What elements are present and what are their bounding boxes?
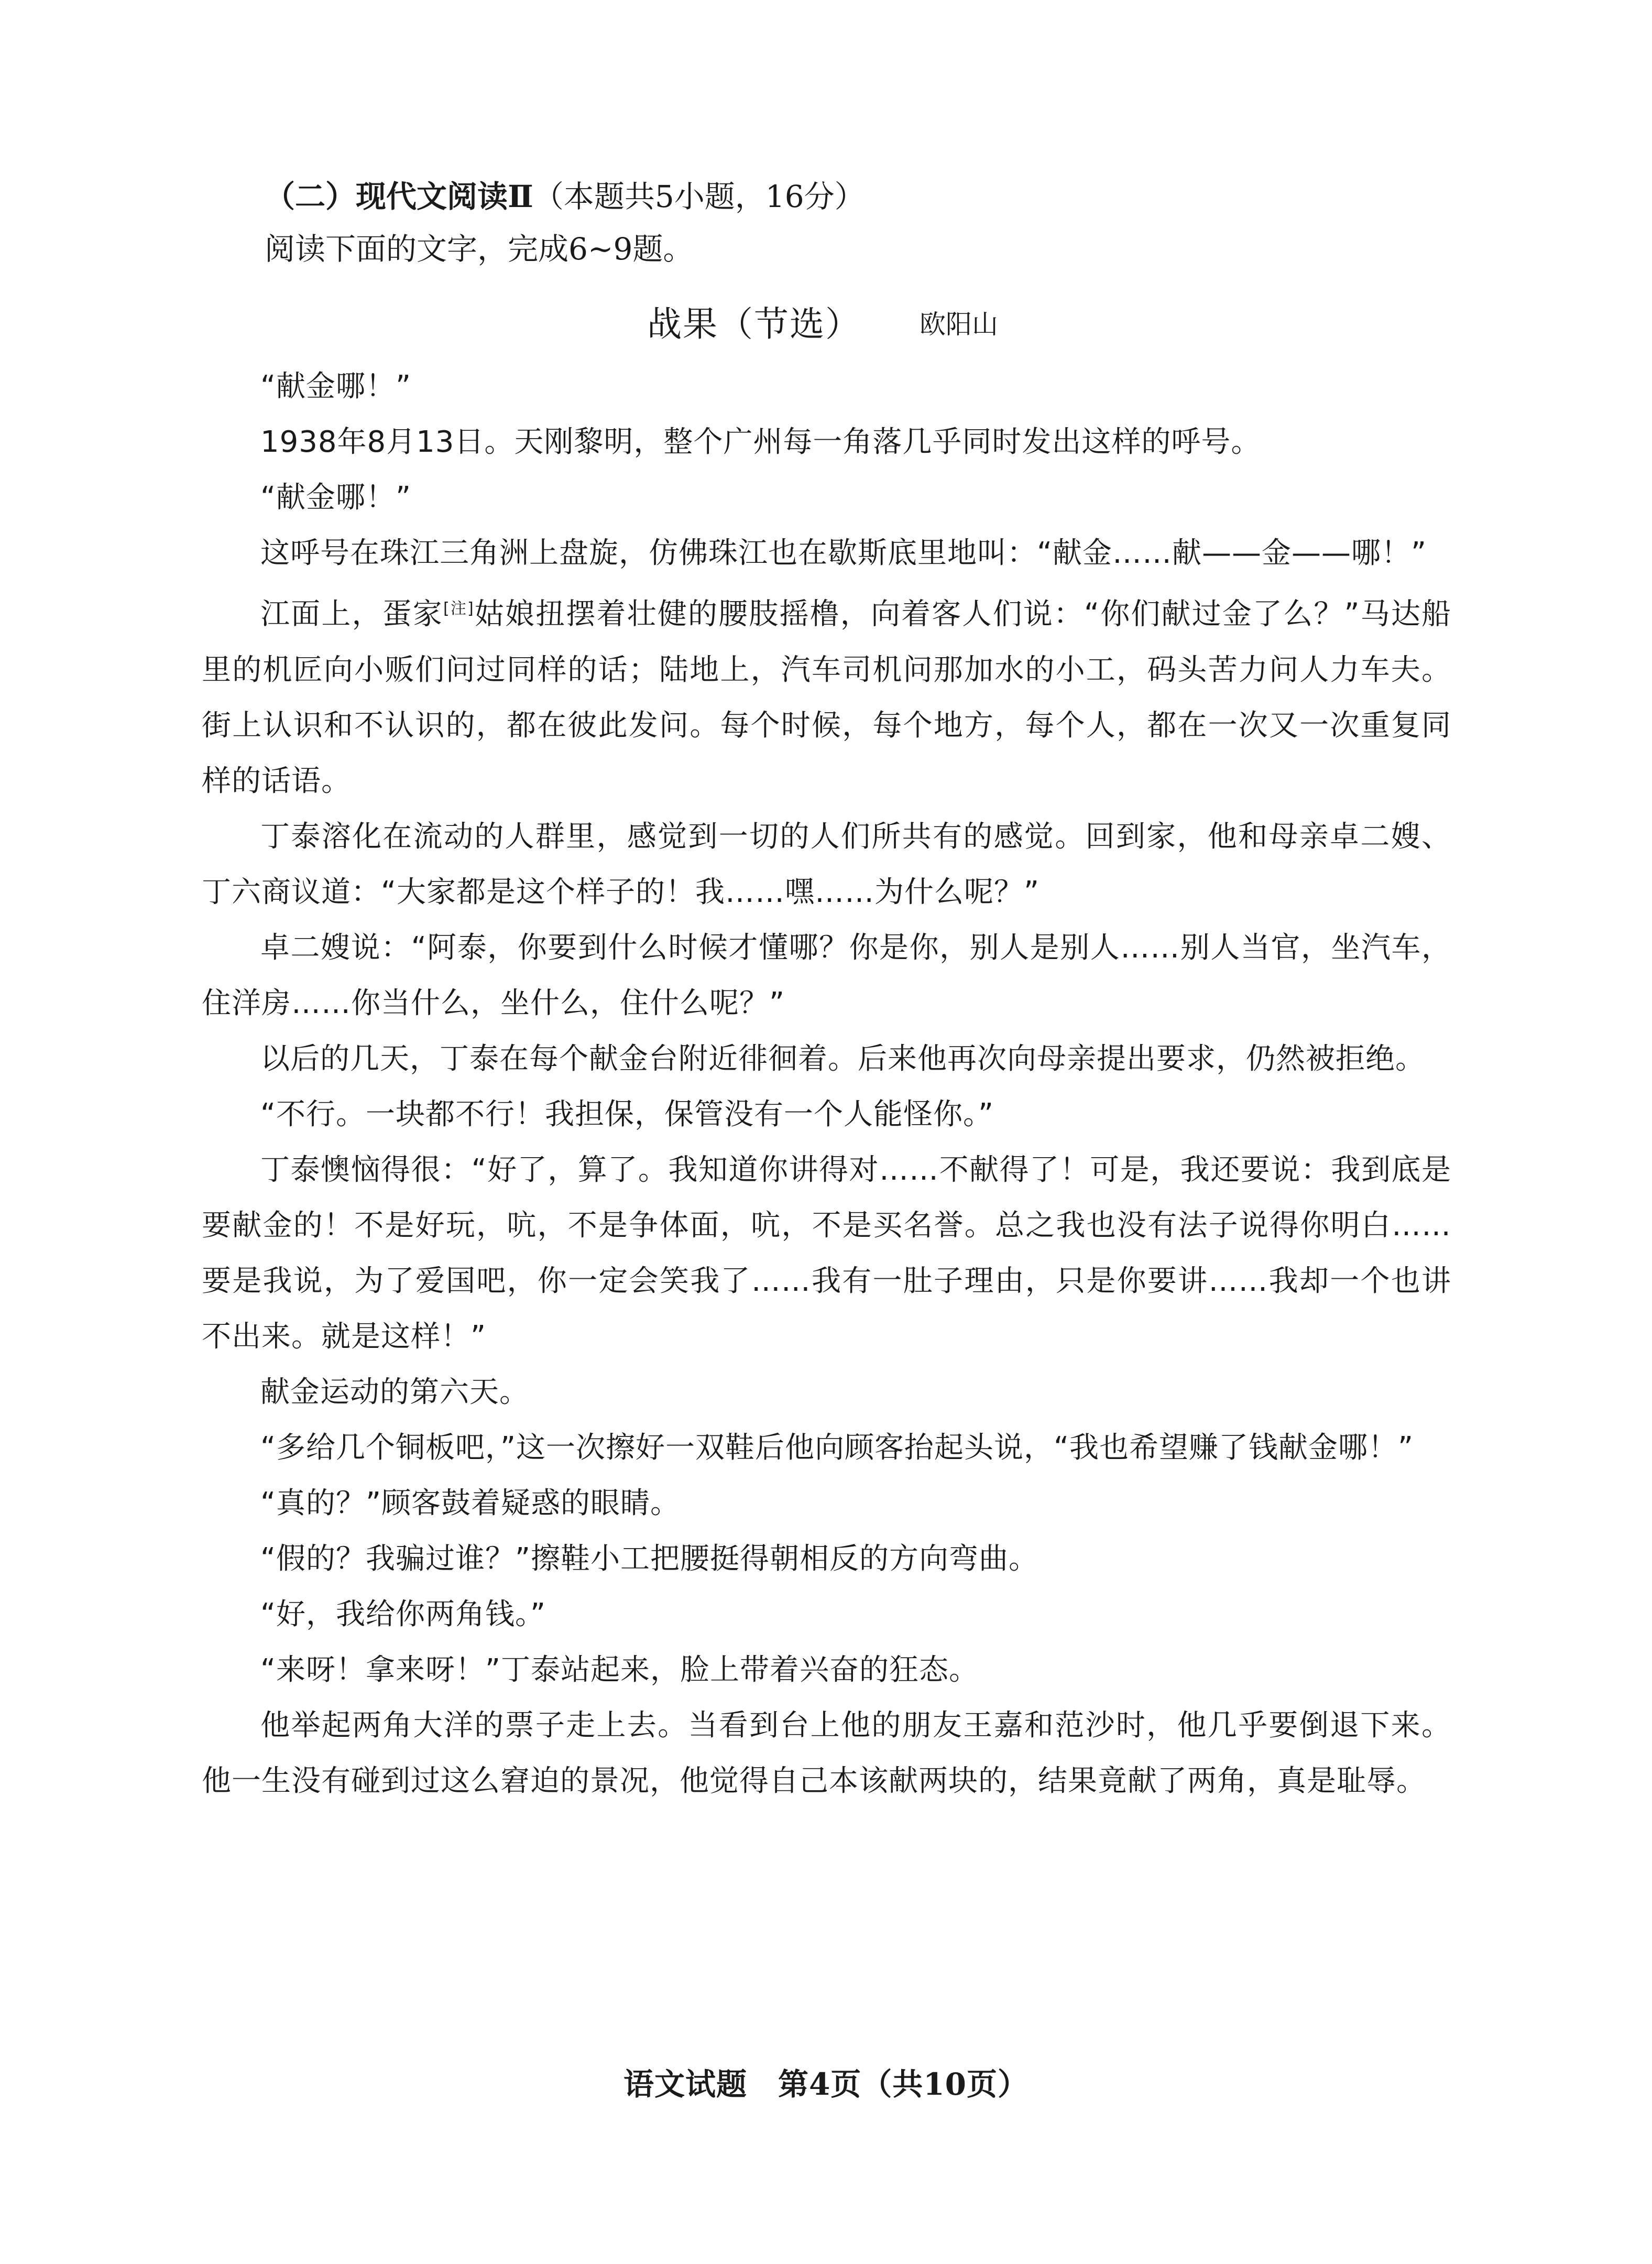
paragraph: 丁泰溶化在流动的人群里，感觉到一切的人们所共有的感觉。回到家，他和母亲卓二嫂、丁六商议道：“大家都是这个样子的！我……嘿……为什么呢？”: [202, 819, 1451, 909]
paragraph-text: 江面上，蛋家: [260, 597, 443, 632]
section-label: （二）现代文阅读Ⅱ: [265, 179, 533, 214]
paragraph: 丁泰懊恼得很：“好了，算了。我知道你讲得对……不献得了！可是，我还要说：我到底是要献金的！不是好玩，吭，不是争体面，吭，不是买名誉。总之我也没有法子说得你明白……要是我说，为了爱国吧，你一定会笑我了……我有一肚子理由，只是你要讲……我却一个也讲不出来。就是这样！”: [202, 1152, 1451, 1354]
paragraph: 卓二嫂说：“阿泰，你要到什么时候才懂哪？你是你，别人是别人……别人当官，坐汽车，住洋房……你当什么，坐什么，住什么呢？”: [202, 930, 1451, 1020]
paragraph: “来呀！拿来呀！”丁泰站起来，脸上带着兴奋的狂态。: [260, 1652, 979, 1687]
section-heading: [265, 170, 1451, 223]
paragraph: 献金运动的第六天。: [260, 1375, 529, 1409]
paragraph: “不行。一块都不行！我担保，保管没有一个人能怪你。”: [260, 1097, 994, 1131]
paragraph: “真的？”顾客鼓着疑惑的眼睛。: [260, 1486, 681, 1520]
paragraph: 这呼号在珠江三角洲上盘旋，仿佛珠江也在歇斯底里地叫：“献金……献——金——哪！”: [260, 536, 1427, 570]
footnote-marker: [注]: [443, 600, 474, 618]
paragraph: “好，我给你两角钱。”: [260, 1597, 546, 1631]
paragraph: 1938年8月13日。天刚黎明，整个广州每一角落几乎同时发出这样的呼号。: [260, 425, 1261, 459]
article-title: 战果（节选）: [647, 304, 861, 344]
paragraph: “献金哪！”: [260, 481, 412, 515]
reading-instruction: 阅读下面的文字，完成6~9题。: [265, 231, 694, 267]
section-detail: （本题共5小题，16分）: [533, 179, 865, 214]
paragraph: 以后的几天，丁泰在每个献金台附近徘徊着。后来他再次向母亲提出要求，仍然被拒绝。: [260, 1041, 1425, 1076]
paragraph: “多给几个铜板吧，”这一次擦好一双鞋后他向顾客抬起头说，“我也希望赚了钱献金哪！”: [260, 1430, 1414, 1465]
article-title-row: [202, 291, 1451, 359]
paragraph-text: 姑娘扭摆着壮健的腰肢摇橹，向着客人们说：“你们献过金了么？”马达船里的机匠向小贩们问过同样的话；陆地上，汽车司机问那加水的小工，码头苦力问人力车夫。街上认识和不认识的，都在彼此发问。每个时候，每个地方，每个人，都在一次又一次重复同样的话语。: [202, 597, 1451, 798]
article-author: 欧阳山: [920, 309, 998, 340]
paragraph: “假的？我骗过谁？”擦鞋小工把腰挺得朝相反的方向弯曲。: [260, 1541, 1039, 1576]
page-content: [202, 170, 1451, 1809]
article-body: [202, 359, 1451, 1809]
paragraph: 他举起两角大洋的票子走上去。当看到台上他的朋友王嘉和范沙时，他几乎要倒退下来。他一生没有碰到过这么窘迫的景况，他觉得自己本该献两块的，结果竟献了两角，真是耻辱。: [202, 1708, 1451, 1798]
page-footer: 语文试题 第4页（共10页）: [623, 2066, 1029, 2102]
paragraph: “献金哪！”: [260, 369, 412, 404]
paragraph: [202, 581, 1451, 809]
